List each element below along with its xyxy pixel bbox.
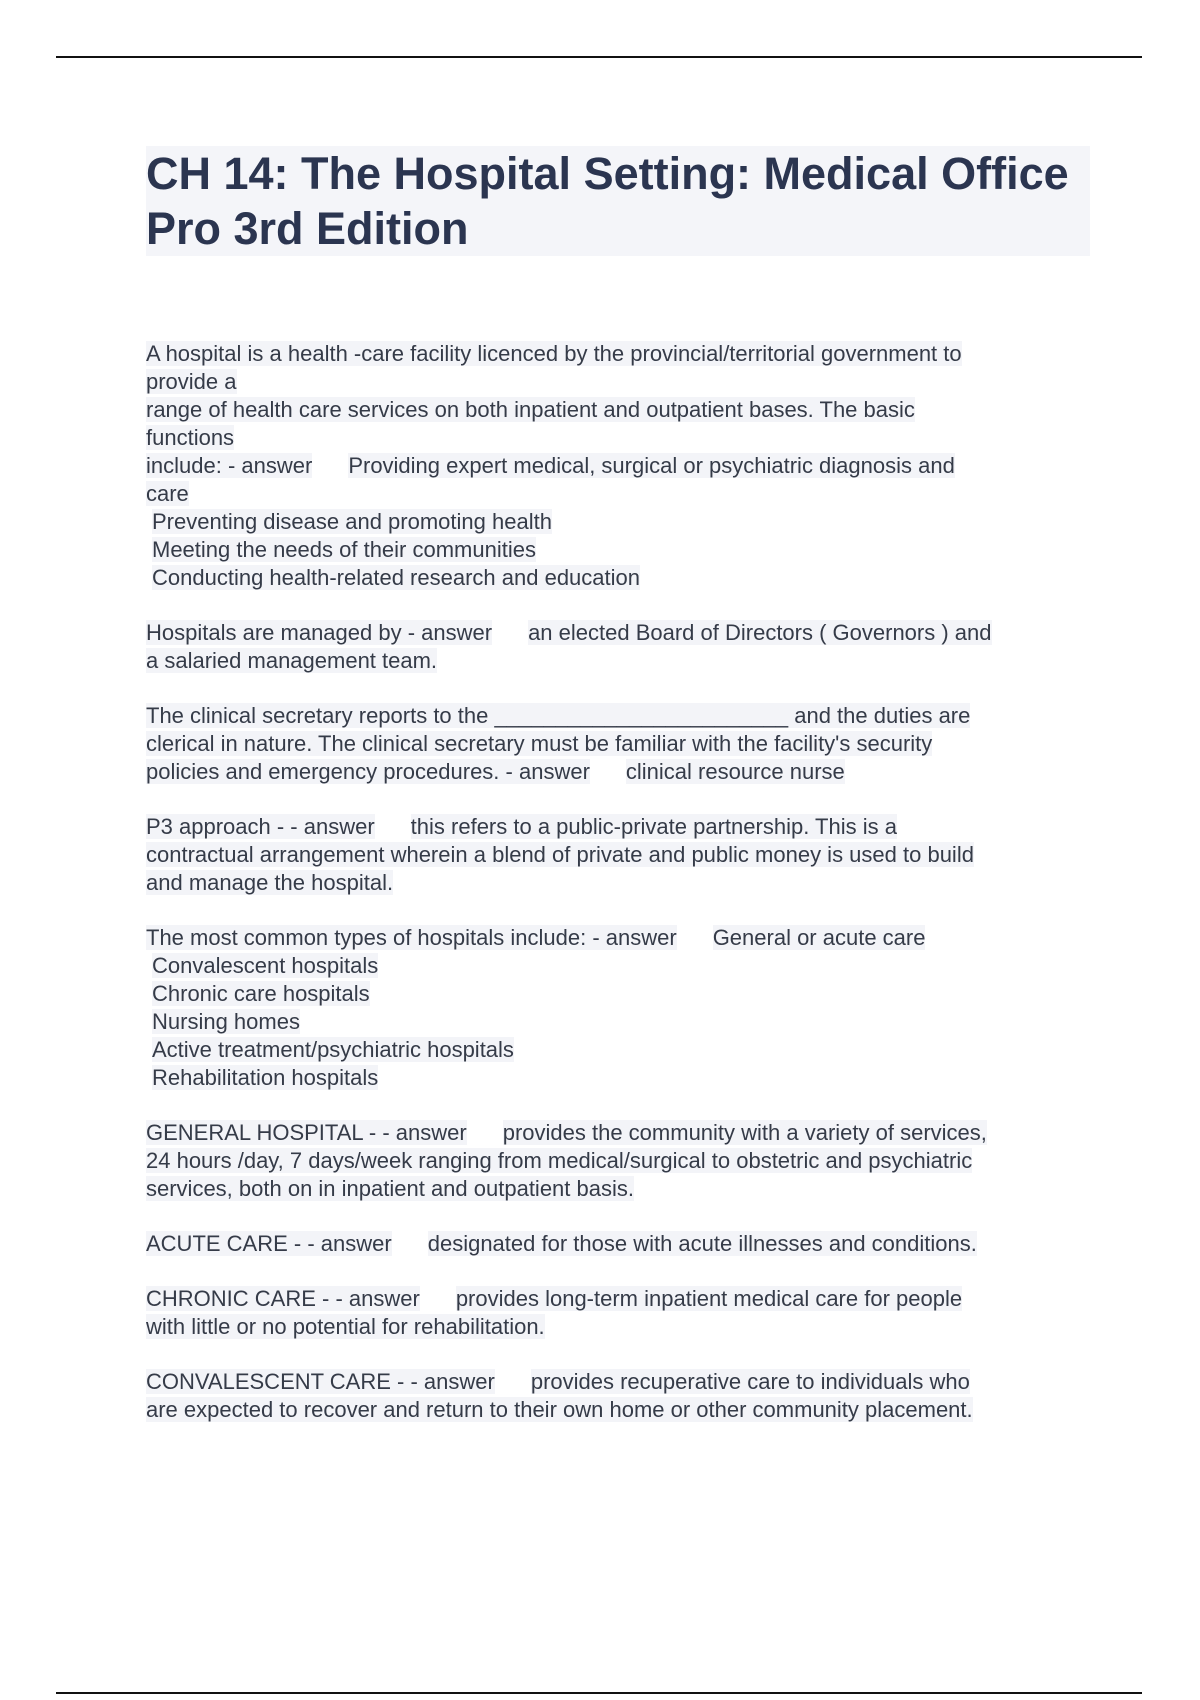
flashcard-convalescent-care — [146, 1368, 1086, 1424]
question-line: policies and emergency procedures. - answer — [146, 759, 590, 784]
flashcard-list — [146, 340, 1086, 1451]
answer-text: clinical resource nurse — [625, 759, 845, 784]
answer-line: a salaried management team. — [146, 648, 438, 673]
question-line: The clinical secretary reports to the ________________________ and the duties are — [146, 703, 971, 728]
question-text: CONVALESCENT CARE - - answer — [146, 1369, 495, 1394]
page-title: CH 14: The Hospital Setting: Medical Office Pro 3rd Edition — [146, 148, 1069, 254]
question-line: provide a — [146, 369, 237, 394]
answer-text: provides the community with a variety of services, — [502, 1120, 987, 1145]
flashcard-chronic-care — [146, 1285, 1086, 1341]
answer-text: Providing expert medical, surgical or psychiatric diagnosis and — [348, 453, 955, 478]
question-text: CHRONIC CARE - - answer — [146, 1286, 420, 1311]
answer-list-item: Active treatment/psychiatric hospitals — [152, 1037, 514, 1062]
bottom-rule — [56, 1692, 1142, 1694]
question-text: GENERAL HOSPITAL - - answer — [146, 1120, 467, 1145]
answer-list-item: Chronic care hospitals — [152, 981, 370, 1006]
answer-list-item: Preventing disease and promoting health — [152, 509, 552, 534]
flashcard-general-hospital — [146, 1119, 1086, 1203]
answer-text: designated for those with acute illnesses and conditions. — [427, 1231, 977, 1256]
answer-line: care — [146, 481, 189, 506]
answer-line: are expected to recover and return to their own home or other community placement. — [146, 1397, 973, 1422]
question-text: The most common types of hospitals include: - answer — [146, 925, 677, 950]
answer-text: provides long-term inpatient medical care for people — [455, 1286, 963, 1311]
flashcard-clinical-secretary — [146, 702, 1086, 786]
question-line: include: - answer — [146, 453, 313, 478]
question-line: functions — [146, 425, 235, 450]
top-rule — [56, 56, 1142, 58]
flashcard-hospital-types — [146, 924, 1086, 1092]
answer-line: with little or no potential for rehabilitation. — [146, 1314, 545, 1339]
answer-list-item: Convalescent hospitals — [152, 953, 379, 978]
flashcard-p3-approach — [146, 813, 1086, 897]
question-text: P3 approach - - answer — [146, 814, 375, 839]
answer-list-item: Meeting the needs of their communities — [152, 537, 536, 562]
answer-text: provides recuperative care to individuals who — [530, 1369, 970, 1394]
title-block — [146, 146, 1090, 256]
answer-line: 24 hours /day, 7 days/week ranging from medical/surgical to obstetric and psychiatric — [146, 1148, 973, 1173]
answer-line: contractual arrangement wherein a blend of private and public money is used to build — [146, 842, 974, 867]
answer-line: and manage the hospital. — [146, 870, 394, 895]
answer-text: this refers to a public-private partnership. This is a — [410, 814, 897, 839]
flashcard-acute-care — [146, 1230, 1086, 1258]
question-text: Hospitals are managed by - answer — [146, 620, 493, 645]
question-line: range of health care services on both inpatient and outpatient bases. The basic — [146, 397, 915, 422]
question-text: ACUTE CARE - - answer — [146, 1231, 392, 1256]
question-line: A hospital is a health -care facility licenced by the provincial/territorial government to — [146, 341, 962, 366]
flashcard-hospital-management — [146, 619, 1086, 675]
answer-list-item: Rehabilitation hospitals — [152, 1065, 379, 1090]
answer-list-item: Conducting health-related research and education — [152, 565, 640, 590]
flashcard-hospital-definition — [146, 340, 1086, 592]
answer-line: services, both on in inpatient and outpatient basis. — [146, 1176, 634, 1201]
answer-text: an elected Board of Directors ( Governors ) and — [528, 620, 992, 645]
answer-text: General or acute care — [712, 925, 926, 950]
question-line: clerical in nature. The clinical secretary must be familiar with the facility's security — [146, 731, 933, 756]
answer-list-item: Nursing homes — [152, 1009, 300, 1034]
